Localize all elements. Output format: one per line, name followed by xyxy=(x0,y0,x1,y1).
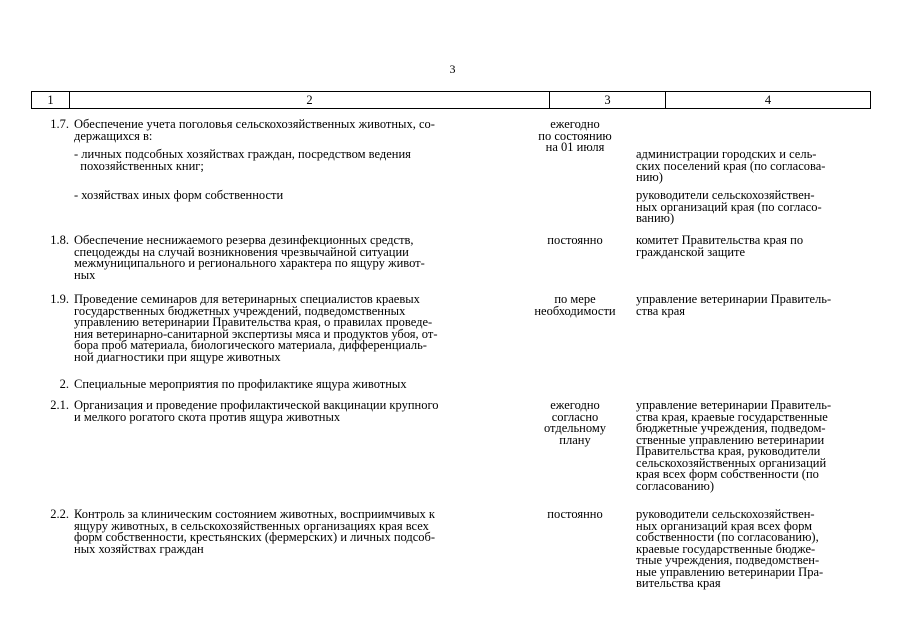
table-header xyxy=(31,91,871,109)
measure-text: Контроль за клиническим состоянием животных, восприимчивых к ящуру животных, в сельскохозяйственных организациях края всех форм собственности, крестьянских (фермерских) и личных подсоб- ных хозяйствах граждан xyxy=(74,507,436,556)
header-col-4: 4 xyxy=(764,93,772,107)
header-col-2: 2 xyxy=(70,92,550,108)
row-number: 2.1. xyxy=(50,398,69,412)
header-col-3: 3 xyxy=(550,92,666,108)
measure-text: Обеспечение неснижаемого резерва дезинфекционных средств, спецодежды на случай возникновения чрезвычайной ситуации межмуниципального и регионального характера по ящуру живот- ных xyxy=(74,233,425,282)
responsible-text: руководители сельскохозяйствен- ных организаций края (по согласо- ванию) xyxy=(636,188,822,225)
section-number: 2. xyxy=(59,377,69,391)
term-text: постоянно xyxy=(547,507,603,521)
row-number: 1.8. xyxy=(50,233,69,247)
row-number: 1.9. xyxy=(50,292,69,306)
term-text: по мере необходимости xyxy=(534,292,616,318)
term-text: ежегодно согласно отдельному плану xyxy=(543,398,607,447)
section-title: Специальные мероприятия по профилактике ящура животных xyxy=(74,377,407,391)
row-number: 1.7. xyxy=(50,117,69,131)
row-number: 2.2. xyxy=(50,507,69,521)
page-number: 3 xyxy=(449,62,456,76)
measure-bullet: - личных подсобных хозяйствах граждан, посредством ведения похозяйственных книг; xyxy=(74,147,411,173)
responsible-text: комитет Правительства края по гражданской защите xyxy=(636,233,804,259)
term-text: ежегодно по состоянию на 01 июля xyxy=(538,117,612,154)
header-col-1: 1 xyxy=(32,92,70,108)
responsible-text: руководители сельскохозяйствен- ных организаций края всех форм собственности (по согласованию), краевые государственные бюдже- тные учреждения, подведомствен- ные управлению ветеринарии Пра- вительства края xyxy=(636,507,824,590)
responsible-text: управление ветеринарии Правитель- ства края xyxy=(636,292,832,318)
term-text: постоянно xyxy=(547,233,603,247)
responsible-text: администрации городских и сель- ских поселений края (по согласова- нию) xyxy=(636,147,826,184)
responsible-text: управление ветеринарии Правитель- ства края, краевые государственные бюджетные учреждения, подведом- ственные управлению ветеринарии Правительства края, руководители сельскохозяйственных организаций края всех форм собственности (по согласованию) xyxy=(636,398,832,493)
measure-text: Организация и проведение профилактической вакцинации крупного и мелкого рогатого скота против ящура животных xyxy=(74,398,439,424)
measure-text: Проведение семинаров для ветеринарных специалистов краевых государственных бюджетных учреждений, подведомственных управлению ветеринарии Правительства края, о правилах проведе- ния ветеринарно-санитарной экспертизы мяса и продуктов убоя, от- бора проб материала, биологического материала, дифференциаль- ной диагностики при ящуре животных xyxy=(74,292,438,364)
measure-bullet: - хозяйствах иных форм собственности xyxy=(74,188,284,202)
measure-text: Обеспечение учета поголовья сельскохозяйственных животных, со- держащихся в: xyxy=(74,117,435,143)
